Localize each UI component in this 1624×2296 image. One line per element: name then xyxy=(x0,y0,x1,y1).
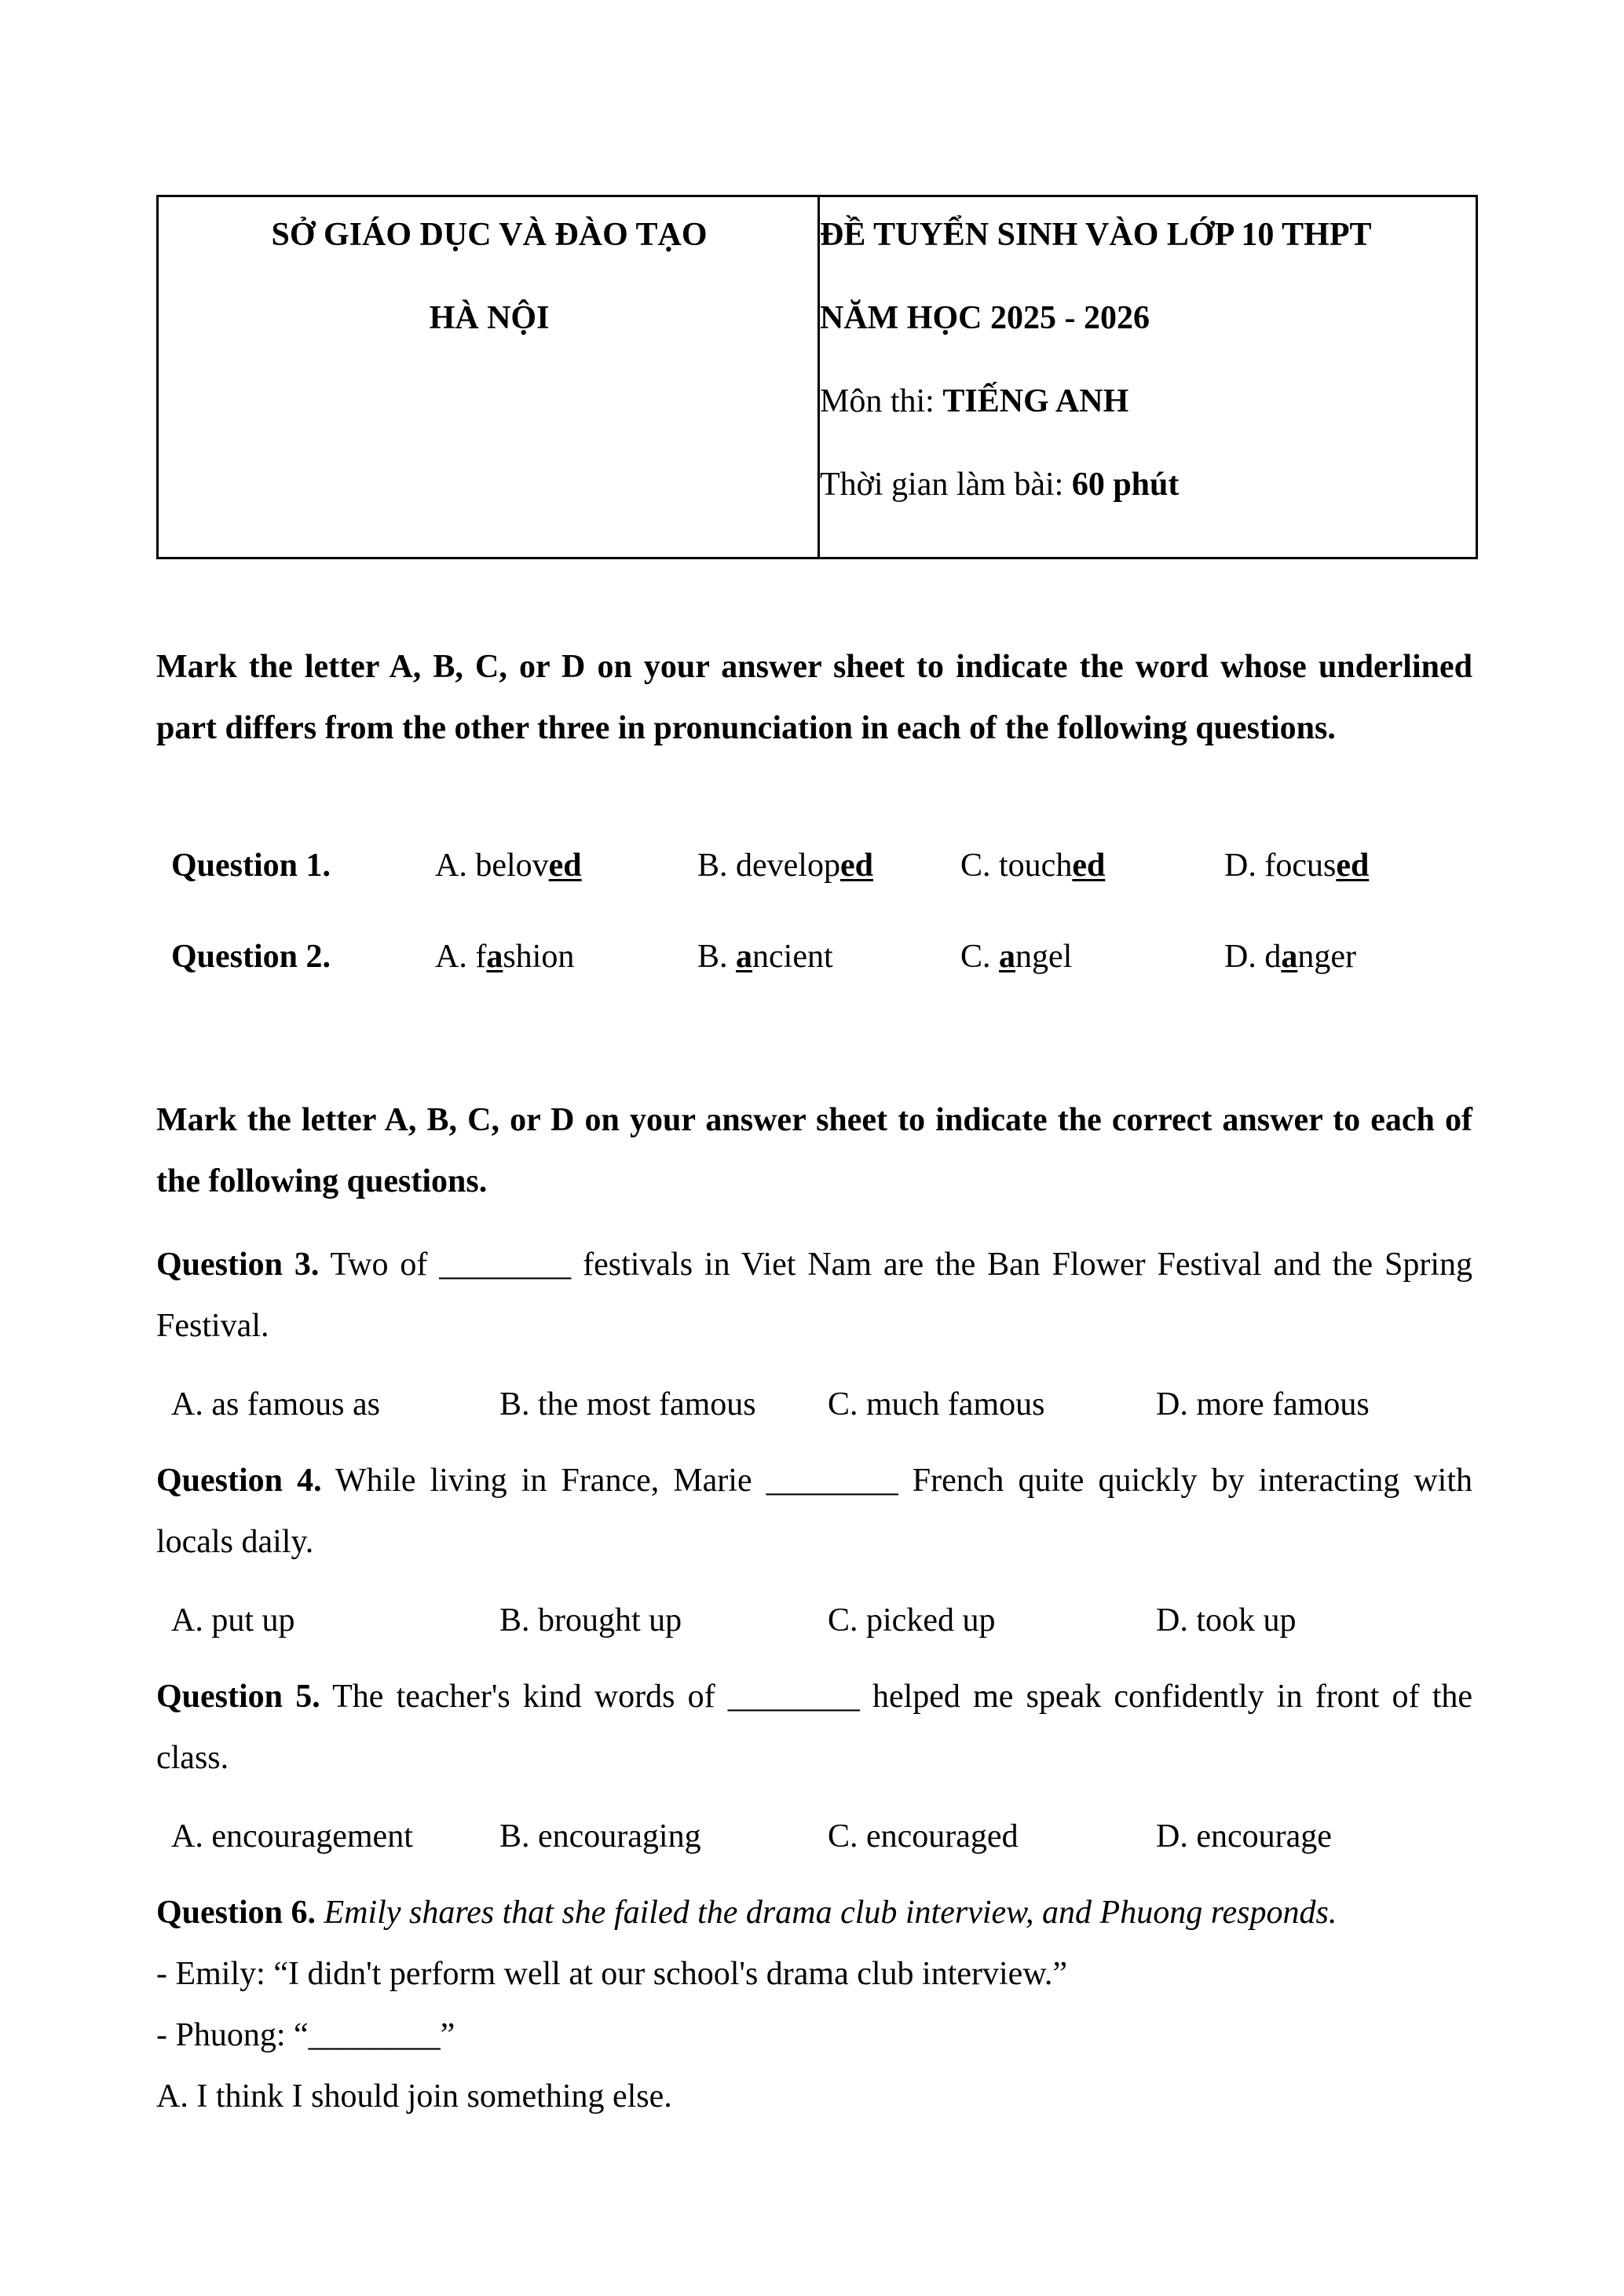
q2-c-underlined: a xyxy=(999,939,1016,975)
question-6-context: Emily shares that she failed the drama club interview, and Phuong responds. xyxy=(316,1895,1337,1931)
question-3-stem xyxy=(156,1234,1472,1357)
q3-option-d: D. more famous xyxy=(1156,1386,1370,1423)
q2-d-post: nger xyxy=(1297,939,1356,975)
q1-c-underlined: ed xyxy=(1072,848,1106,884)
q5-option-b: B. encouraging xyxy=(499,1818,701,1855)
subject-line xyxy=(820,383,1476,420)
question-6-stem xyxy=(156,1889,1337,1936)
q2-option-a xyxy=(435,933,574,980)
question-3-label: Question 3. xyxy=(156,1247,320,1283)
q2-c-pre: C. xyxy=(960,939,1000,975)
subject-label: Môn thi: xyxy=(820,383,943,419)
q2-a-post: shion xyxy=(503,939,575,975)
section2-instruction: Mark the letter A, B, C, or D on your answer sheet to indicate the correct answer to each of the following questions. xyxy=(156,1102,1472,1199)
q1-d-text: D. focus xyxy=(1224,848,1337,884)
question-2-label: Question 2. xyxy=(171,939,331,975)
department-name: SỞ GIÁO DỤC VÀ ĐÀO TẠO xyxy=(271,217,708,253)
q5-option-c: C. encouraged xyxy=(828,1818,1019,1855)
q4-option-a: A. put up xyxy=(171,1602,295,1639)
time-label: Thời gian làm bài: xyxy=(820,467,1072,503)
question-4-label: Question 4. xyxy=(156,1463,322,1499)
header-table xyxy=(156,195,1478,559)
q2-a-pre: A. f xyxy=(435,939,487,975)
question-5-label: Question 5. xyxy=(156,1679,320,1715)
time-line xyxy=(820,466,1476,504)
q5-option-a: A. encouragement xyxy=(171,1818,413,1855)
q6-option-a: A. I think I should join something else. xyxy=(156,2078,672,2115)
q2-a-underlined: a xyxy=(486,939,503,975)
question-5-text: The teacher's kind words of ________ helped me speak confidently in front of the class. xyxy=(156,1679,1473,1776)
q1-a-underlined: ed xyxy=(548,848,582,884)
q5-option-d: D. encourage xyxy=(1156,1818,1332,1855)
time-value: 60 phút xyxy=(1071,467,1180,503)
q2-option-d xyxy=(1224,933,1356,980)
q2-b-pre: B. xyxy=(697,939,737,975)
q1-option-b xyxy=(697,842,873,889)
q2-b-post: ncient xyxy=(752,939,833,975)
q2-option-c xyxy=(960,933,1072,980)
exam-title: ĐỀ TUYỂN SINH VÀO LỚP 10 THPT xyxy=(820,217,1372,253)
q1-d-underlined: ed xyxy=(1336,848,1370,884)
question-6-dialogue-phuong: - Phuong: “________” xyxy=(156,2017,455,2053)
q1-c-text: C. touch xyxy=(960,848,1073,884)
question-5-options xyxy=(171,1813,1475,1860)
q2-d-pre: D. d xyxy=(1224,939,1282,975)
q1-b-underlined: ed xyxy=(839,848,873,884)
q1-option-c xyxy=(960,842,1105,889)
question-1-label: Question 1. xyxy=(171,848,331,884)
question-5-stem xyxy=(156,1666,1472,1789)
q3-option-a: A. as famous as xyxy=(171,1386,380,1423)
question-6-dialogue-emily: - Emily: “I didn't perform well at our school's drama club interview.” xyxy=(156,1956,1068,1992)
q1-a-text: A. belov xyxy=(435,848,549,884)
q4-option-d: D. took up xyxy=(1156,1602,1297,1639)
question-6-label: Question 6. xyxy=(156,1895,316,1931)
q2-option-b xyxy=(697,933,833,980)
q2-b-underlined: a xyxy=(736,939,753,975)
q2-c-post: ngel xyxy=(1015,939,1073,975)
question-1-row xyxy=(171,842,1475,889)
q1-option-d xyxy=(1224,842,1369,889)
q1-option-a xyxy=(435,842,582,889)
question-4-stem xyxy=(156,1450,1472,1573)
q4-option-c: C. picked up xyxy=(828,1602,996,1639)
q3-option-b: B. the most famous xyxy=(499,1386,756,1423)
subject-value: TIẾNG ANH xyxy=(942,383,1129,419)
question-4-text: While living in France, Marie ________ French quite quickly by interacting with locals daily. xyxy=(156,1463,1472,1560)
city-name: HÀ NỘI xyxy=(429,300,550,336)
question-2-row xyxy=(171,933,1475,980)
question-3-options xyxy=(171,1381,1475,1428)
q2-d-underlined: a xyxy=(1281,939,1298,975)
question-3-text: Two of ________ festivals in Viet Nam are the Ban Flower Festival and the Spring Festival. xyxy=(156,1247,1472,1344)
section1-instruction: Mark the letter A, B, C, or D on your answer sheet to indicate the word whose underlined part differs from the other three in pronunciation in each of the following questions. xyxy=(156,649,1472,746)
q3-option-c: C. much famous xyxy=(828,1386,1045,1423)
question-4-options xyxy=(171,1597,1475,1644)
school-year: NĂM HỌC 2025 - 2026 xyxy=(820,300,1150,336)
q4-option-b: B. brought up xyxy=(499,1602,682,1639)
q1-b-text: B. develop xyxy=(697,848,840,884)
